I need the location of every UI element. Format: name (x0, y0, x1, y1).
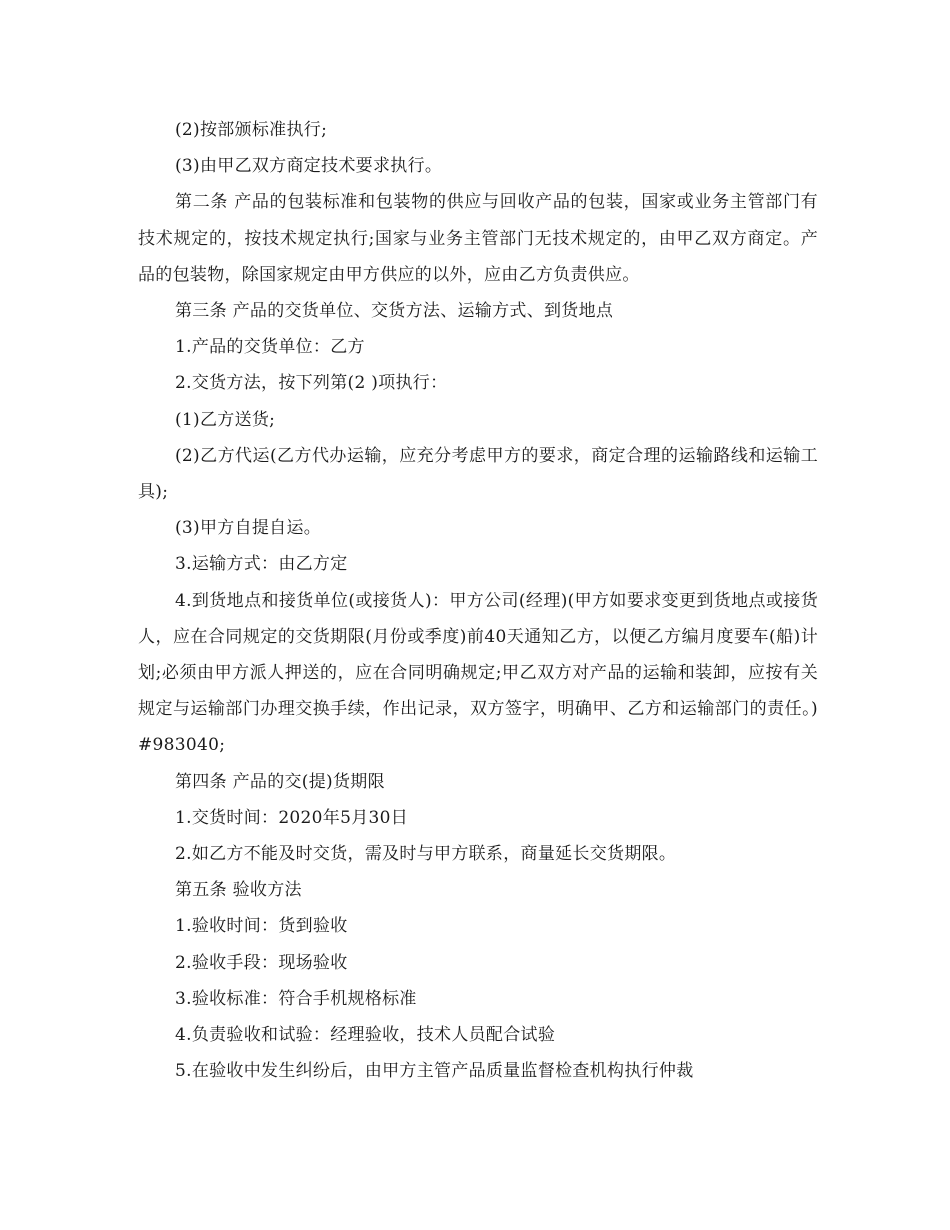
inspection-standard: 3.验收标准：符合手机规格标准 (175, 988, 417, 1009)
inspection-responsibility: 4.负责验收和试验：经理验收，技术人员配合试验 (175, 1025, 556, 1046)
article-5-heading: 第五条 验收方法 (175, 880, 302, 901)
article-4-heading: 第四条 产品的交(提)货期限 (175, 771, 385, 792)
delivery-unit: 1.产品的交货单位：乙方 (175, 337, 365, 358)
inspection-time: 1.验收时间：货到验收 (175, 916, 348, 937)
article-2-packaging: 第二条 产品的包装标准和包装物的供应与回收产品的包装，国家或业务主管部门有技术规定的，按技术规定执行;国家与业务主管部门无技术规定的，由甲乙双方商定。产品的包装物，除国家规定由甲方供应的以外，应由乙方负责供应。 (138, 192, 818, 285)
delivery-time: 1.交货时间：2020年5月30日 (175, 807, 409, 828)
paragraph-standard-2: (2)按部颁标准执行; (175, 120, 328, 140)
contract-text (138, 112, 818, 1089)
delivery-option-2: (2)乙方代运(乙方代办运输，应充分考虑甲方的要求，商定合理的运输路线和运输工具); (138, 445, 818, 503)
article-3-heading: 第三条 产品的交货单位、交货方法、运输方式、到货地点 (175, 301, 614, 322)
delivery-delay: 2.如乙方不能及时交货，需及时与甲方联系，商量延长交货期限。 (175, 844, 677, 865)
delivery-option-3: (3)甲方自提自运。 (175, 518, 322, 539)
delivery-location: 4.到货地点和接货单位(或接货人)：甲方公司(经理)(甲方如要求变更到货地点或接货人，应在合同规定的交货期限(月份或季度)前40天通知乙方，以便乙方编月度要车(船)计划;必须由甲方派人押送的，应在合同明确规定;甲乙双方对产品的运输和装卸，应按有关规定与运输部门办理交换手续，作出记录，双方签字，明确甲、乙方和运输部门的责任。) #983040; (138, 590, 818, 756)
inspection-dispute: 5.在验收中发生纠纷后，由甲方主管产品质量监督检查机构执行仲裁 (175, 1061, 694, 1082)
delivery-method: 2.交货方法，按下列第(2 )项执行： (175, 373, 448, 394)
inspection-means: 2.验收手段：现场验收 (175, 952, 348, 973)
delivery-option-1: (1)乙方送货; (175, 409, 276, 430)
transport-method: 3.运输方式：由乙方定 (175, 554, 348, 575)
paragraph-standard-3: (3)由甲乙双方商定技术要求执行。 (175, 156, 443, 177)
